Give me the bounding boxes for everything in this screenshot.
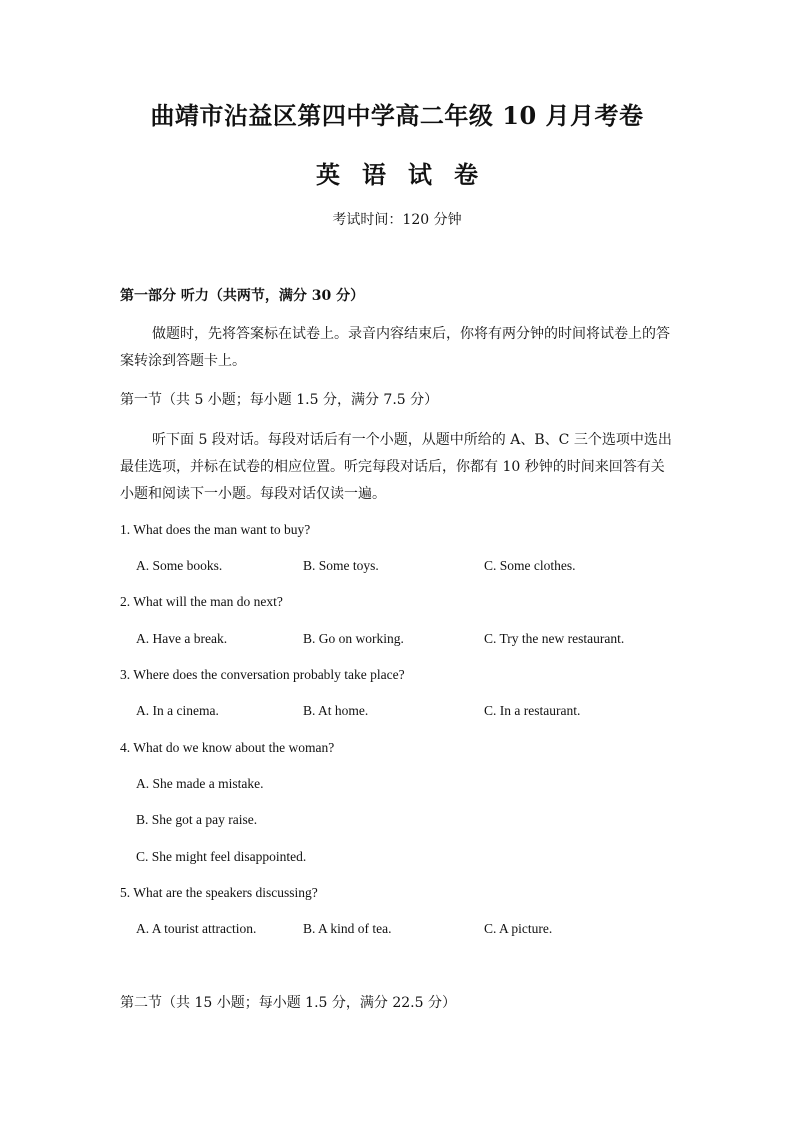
section1-instruction: 听下面 5 段对话。每段对话后有一个小题，从题中所给的 A、B、C 三个选项中选出最佳选项，并标在试卷的相应位置。听完每段对话后，你都有 10 秒钟的时间来回答有关小题和阅读下一小题。每段对话仅读一遍。 — [120, 432, 672, 502]
question-stem: 4. What do we know about the woman? — [120, 740, 335, 755]
option-b: B. A kind of tea. — [303, 921, 392, 936]
option-c: C. A picture. — [484, 921, 553, 936]
option-c: C. Some clothes. — [484, 558, 576, 573]
option-b: B. At home. — [303, 703, 369, 718]
exam-time: 考试时间：120 分钟 — [332, 212, 462, 228]
question-stem: 5. What are the speakers discussing? — [120, 885, 318, 900]
part1-instruction: 做题时，先将答案标在试卷上。录音内容结束后，你将有两分钟的时间将试卷上的答案转涂到答题卡上。 — [120, 326, 670, 369]
question-stem: 1. What does the man want to buy? — [120, 522, 311, 537]
option-c: C. She might feel disappointed. — [136, 849, 307, 864]
question-stem: 3. Where does the conversation probably take place? — [120, 667, 405, 682]
option-b: B. Some toys. — [303, 558, 379, 573]
part1-heading: 第一部分 听力（共两节，满分 30 分） — [120, 288, 365, 304]
option-a: A. A tourist attraction. — [136, 921, 257, 936]
option-c: C. In a restaurant. — [484, 703, 581, 718]
option-b: B. She got a pay raise. — [136, 812, 258, 827]
exam-title: 曲靖市沾益区第四中学高二年级 10 月月考卷 — [150, 101, 644, 130]
option-c: C. Try the new restaurant. — [484, 631, 625, 646]
section2-heading: 第二节（共 15 小题；每小题 1.5 分，满分 22.5 分） — [120, 995, 456, 1011]
exam-subject: 英语试卷 — [316, 160, 500, 189]
section1-heading: 第一节（共 5 小题；每小题 1.5 分，满分 7.5 分） — [120, 392, 439, 408]
option-a: A. Have a break. — [136, 631, 228, 646]
question-stem: 2. What will the man do next? — [120, 594, 283, 609]
option-a: A. In a cinema. — [136, 703, 219, 718]
option-b: B. Go on working. — [303, 631, 404, 646]
option-a: A. She made a mistake. — [136, 776, 264, 791]
option-a: A. Some books. — [136, 558, 223, 573]
